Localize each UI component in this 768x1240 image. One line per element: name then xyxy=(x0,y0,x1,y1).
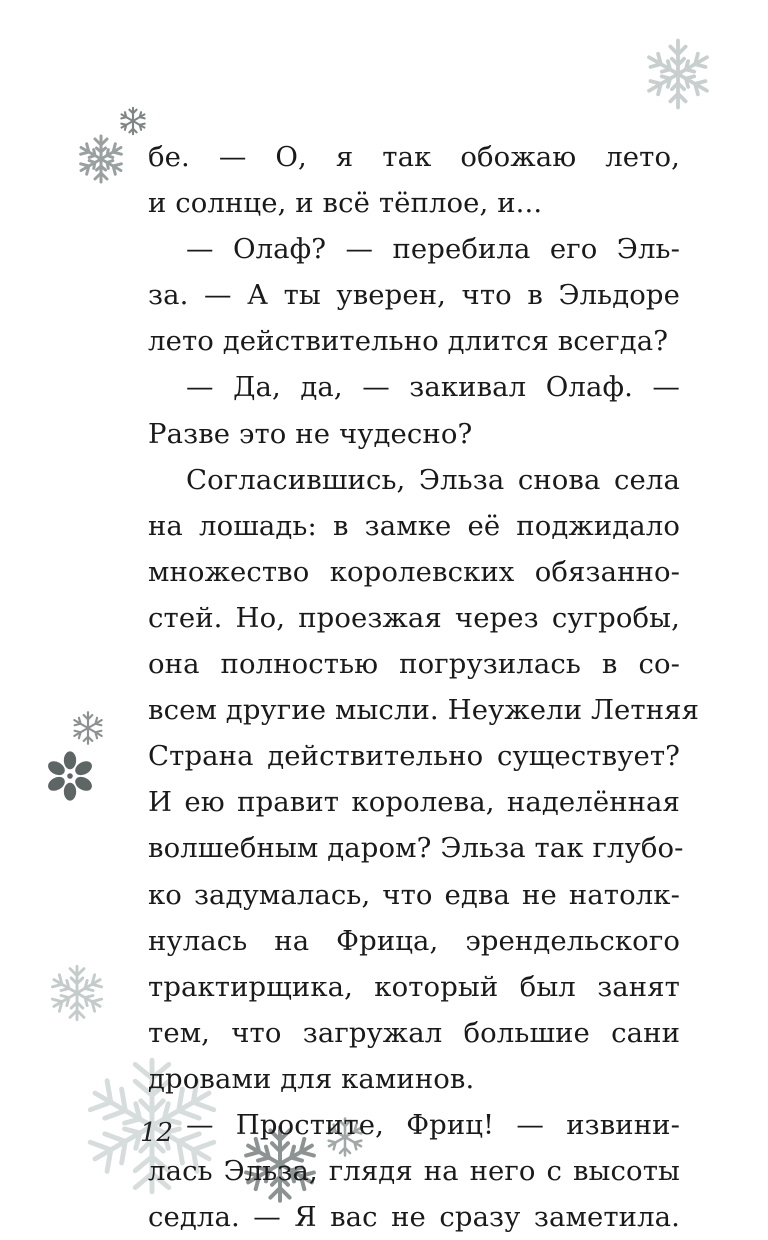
text-line: волшебным даром? Эльза так глубо- xyxy=(148,832,684,865)
page-number: 12 xyxy=(140,1118,174,1148)
text-line: — Простите, Фриц! — извини- xyxy=(186,1108,680,1141)
text-line: Страна действительно существует? xyxy=(148,740,680,773)
text-line: стей. Но, проезжая через сугробы, xyxy=(148,601,680,634)
snowflake-icon xyxy=(70,710,106,746)
text-line: седла. — Я вас не сразу заметила. xyxy=(148,1201,680,1234)
text-line: — Да, да, — закивал Олаф. — xyxy=(186,371,680,404)
body-text xyxy=(148,134,700,1240)
text-line: за. — А ты уверен, что в Эльдоре xyxy=(148,279,680,312)
text-line: нулась на Фрица, эрендельского xyxy=(148,924,680,957)
text-line: ко задумалась, что едва не натолк- xyxy=(148,878,680,911)
snowflake-icon xyxy=(42,748,98,804)
text-line: бе. — О, я так обожаю лето, xyxy=(148,141,680,173)
text-line: множество королевских обязанно- xyxy=(148,555,680,588)
text-line: лась Эльза, глядя на него с высоты xyxy=(148,1155,680,1188)
text-line: Разве это не чудесно? xyxy=(148,417,473,450)
snowflake-icon xyxy=(48,964,106,1022)
text-line: лето действительно длится всегда? xyxy=(148,325,669,358)
text-line: — Олаф? — перебила его Эль- xyxy=(186,233,680,266)
text-line: и солнце, и всё тёплое, и... xyxy=(148,187,543,220)
snowflake-icon xyxy=(118,106,148,136)
text-line: дровами для каминов. xyxy=(148,1062,475,1095)
text-line: И ею правит королева, наделённая xyxy=(148,786,680,819)
text-line: тем, что загружал большие сани xyxy=(148,1016,680,1049)
text-line: она полностью погрузилась в со- xyxy=(148,648,680,681)
text-line: на лошадь: в замке её поджидало xyxy=(148,509,680,542)
text-line: Согласившись, Эльза снова села xyxy=(186,463,680,496)
snowflake-icon xyxy=(76,134,126,184)
snowflake-icon xyxy=(640,36,716,112)
text-line: трактирщика, который был занят xyxy=(148,970,680,1003)
text-line: всем другие мысли. Неужели Летняя xyxy=(148,694,700,727)
